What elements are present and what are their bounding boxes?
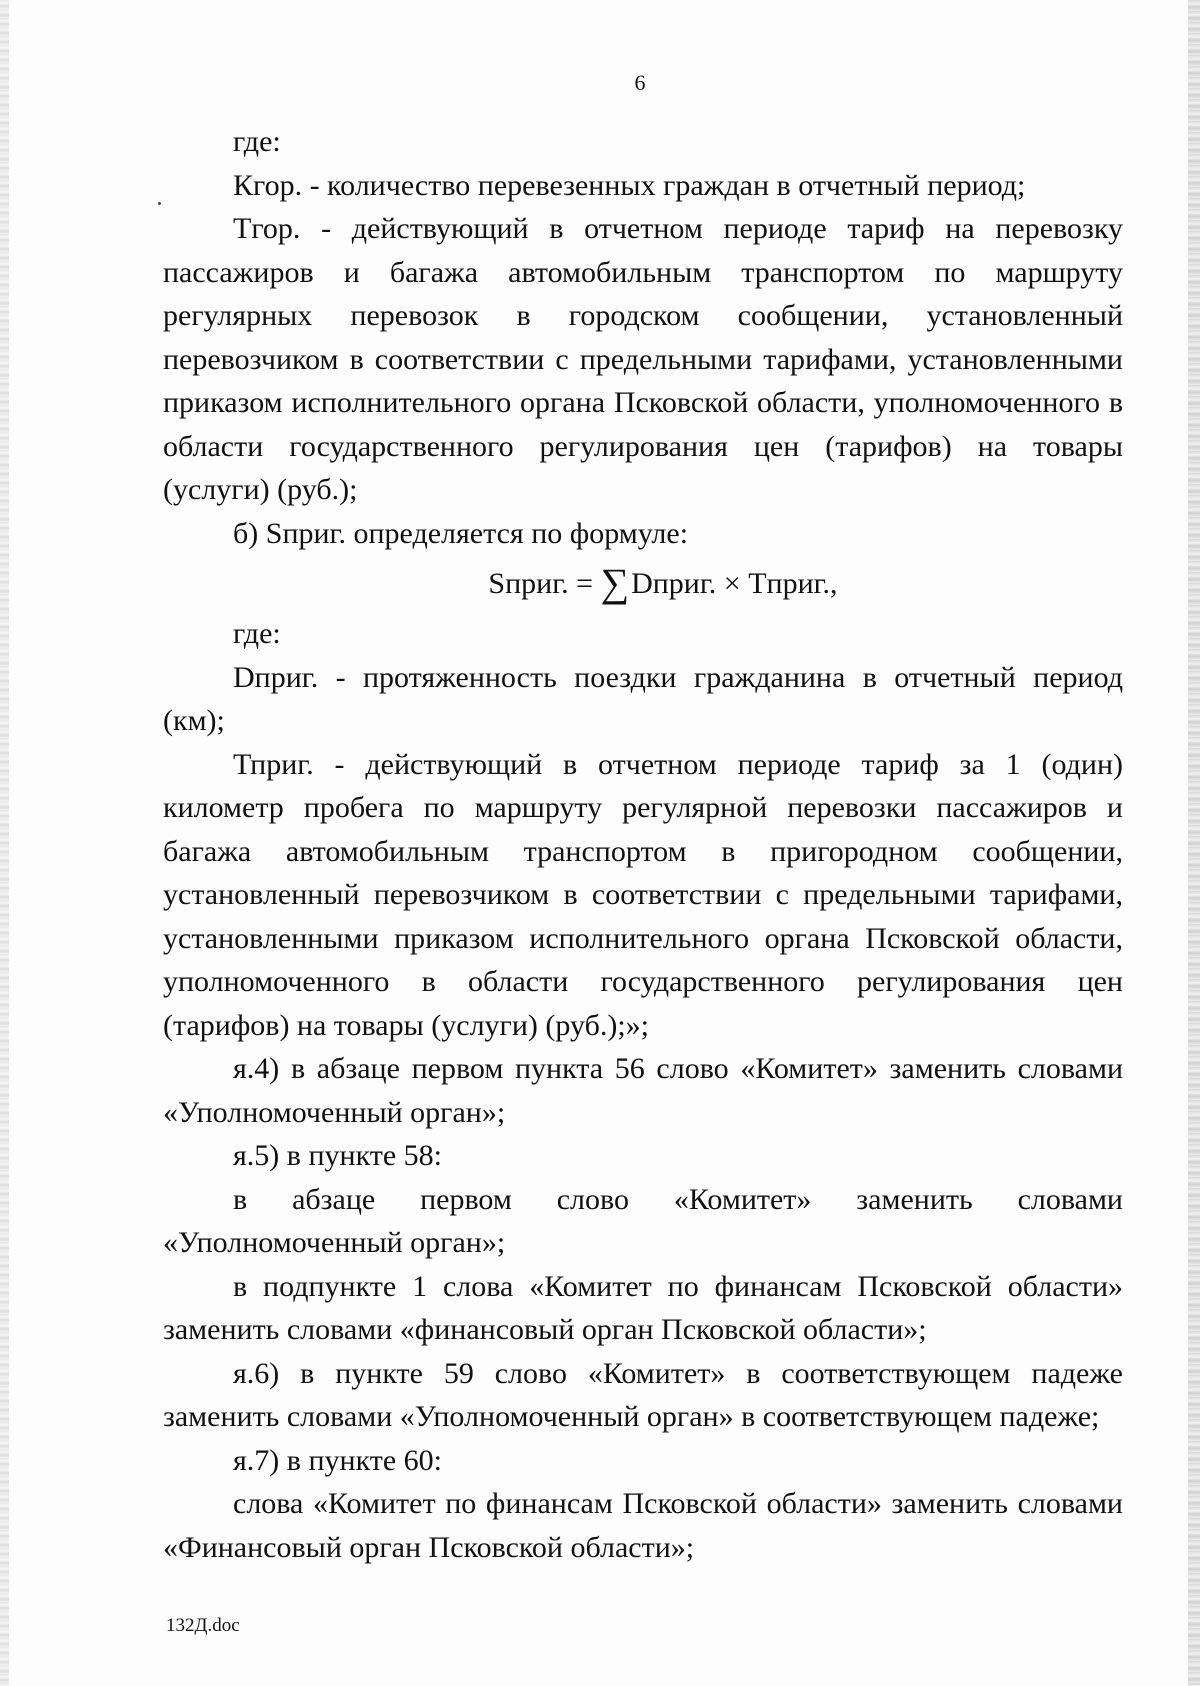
paragraph-tprig-definition: Тприг. - действующий в отчетном периоде тариф за 1 (один) километр пробега по маршруту регулярной перевозки пассажиров и багажа автомобильным транспортом в пригородном сообщении, установленный перевозчиком в соответствии с предельными тарифами, установленными приказом исполнительного органа Псковской области, уполномоченного в области государственного регулирования цен (тарифов) на товары (услуги) (руб.);»;	[163, 747, 1123, 1042]
paragraph-kgor-definition: Кгор. - количество перевезенных граждан в отчетный период;	[233, 168, 1026, 202]
paragraph-ya5: я.5) в пункте 58:	[233, 1139, 443, 1172]
page-number: 6	[634, 70, 646, 95]
paragraph-ya5-first-abzac: в абзаце первом слово «Комитет» заменить словами «Уполномоченный орган»;	[163, 1182, 1123, 1259]
document-body	[163, 120, 1123, 1569]
paragraph-ya6: я.6) в пункте 59 слово «Комитет» в соответствующем падеже заменить словами «Уполномоченный орган» в соответствующем падеже;	[163, 1356, 1123, 1433]
formula-left: Sприг. =	[488, 567, 594, 600]
scan-edge-left	[0, 0, 9, 1686]
paragraph-ya4: я.4) в абзаце первом пункта 56 слово «Комитет» заменить словами «Уполномоченный орган»;	[163, 1052, 1123, 1129]
sigma-symbol: ∑	[600, 560, 630, 605]
scan-speck	[158, 202, 161, 205]
paragraph-ya7: я.7) в пункте 60:	[233, 1443, 443, 1477]
paragraph-where-2: где:	[233, 617, 281, 650]
paragraph-sprig-intro: б) Sприг. определяется по формуле:	[233, 516, 689, 550]
paragraph-tgor-definition: Тгор. - действующий в отчетном периоде тариф на перевозку пассажиров и багажа автомобильным транспортом по маршруту регулярных перевозок в городском сообщении, установленный перевозчиком в соответствии с предельными тарифами, установленными приказом исполнительного органа Псковской области, уполномоченного в области государственного регулирования цен (тарифов) на товары (услуги) (руб.);	[163, 212, 1123, 506]
footer-filename: 132Д.doc	[166, 1615, 240, 1636]
paragraph-ya7-words: слова «Комитет по финансам Псковской области» заменить словами «Финансовый орган Псковской области»;	[163, 1487, 1123, 1564]
paragraph-where-1: где:	[233, 125, 281, 158]
paragraph-ya5-subpoint-1: в подпункте 1 слова «Комитет по финансам Псковской области» заменить словами «финансовый орган Псковской области»;	[163, 1269, 1123, 1346]
paragraph-dprig-definition: Dприг. - протяженность поездки гражданина в отчетный период (км);	[163, 660, 1123, 737]
formula-right: Dприг. × Tприг.,	[631, 567, 838, 600]
scan-edge-right	[1188, 0, 1200, 1686]
formula-sprig	[163, 555, 1123, 612]
